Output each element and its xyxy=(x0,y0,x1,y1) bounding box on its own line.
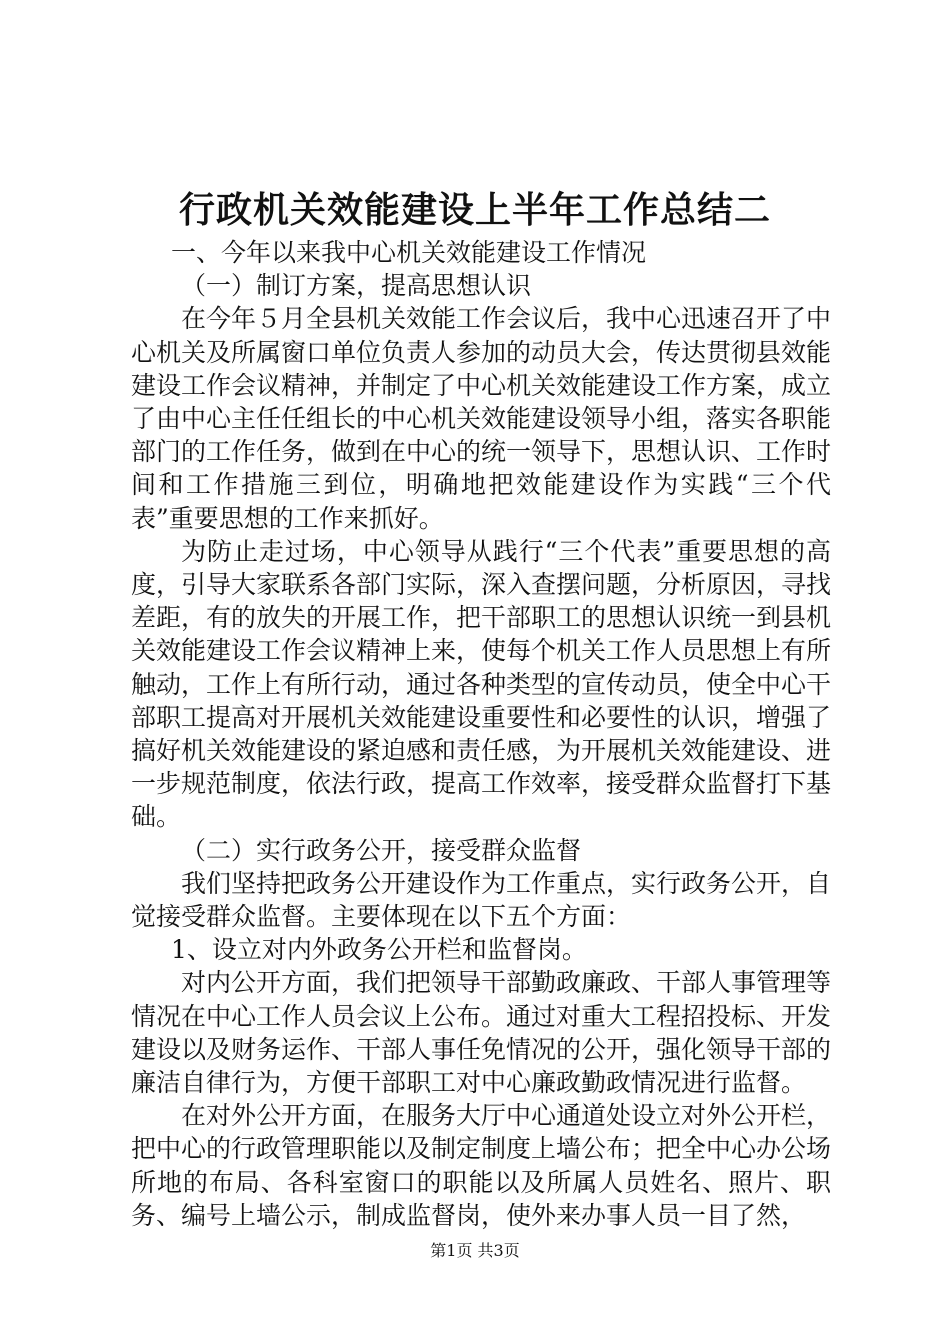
section-heading: 一、今年以来我中心机关效能建设工作情况 xyxy=(171,238,647,267)
body-paragraph: 我们坚持把政务公开建设作为工作重点，实行政务公开，自觉接受群众监督。主要体现在以下五个方面： xyxy=(131,868,832,932)
page-number: 第1页 xyxy=(430,1241,473,1260)
body-paragraph: 在今年５月全县机关效能工作会议后，我中心迅速召开了中心机关及所属窗口单位负责人参加的动员大会，传达贯彻县效能建设工作会议精神，并制定了中心机关效能建设工作方案，成立了由中心主任任组长的中心机关效能建设领导小组，落实各职能部门的工作任务，做到在中心的统一领导下，思想认识、工作时间和工作措施三到位，明确地把效能建设作为实践“三个代表”重要思想的工作来抓好。 xyxy=(131,304,832,533)
list-item-heading: 1、设立对内外政务公开栏和监督岗。 xyxy=(171,935,587,965)
subsection-heading: （一）制订方案，提高思想认识 xyxy=(181,271,532,301)
document-body xyxy=(131,236,831,1232)
page-footer xyxy=(0,1240,950,1262)
page-total: 共3页 xyxy=(477,1241,520,1260)
body-paragraph: 在对外公开方面，在服务大厅中心通道处设立对外公开栏，把中心的行政管理职能以及制定制度上墙公布；把全中心办公场所地的布局、各科室窗口的职能以及所属人员姓名、照片、职务、编号上墙公示，制成监督岗，使外来办事人员一目了然， xyxy=(131,1101,832,1230)
subsection-heading: （二）实行政务公开，接受群众监督 xyxy=(181,835,582,865)
body-paragraph: 对内公开方面，我们把领导干部勤政廉政、干部人事管理等情况在中心工作人员会议上公布。通过对重大工程招投标、开发建设以及财务运作、干部人事任免情况的公开，强化领导干部的廉洁自律行为，方便干部职工对中心廉政勤政情况进行监督。 xyxy=(131,968,832,1098)
body-paragraph: 为防止走过场，中心领导从践行“三个代表”重要思想的高度，引导大家联系各部门实际，深入查摆问题，分析原因，寻找差距，有的放失的开展工作，把干部职工的思想认识统一到县机关效能建设工作会议精神上来，使每个机关工作人员思想上有所触动，工作上有所行动，通过各种类型的宣传动员，使全中心干部职工提高对开展机关效能建设重要性和必要性的认识，增强了搞好机关效能建设的紧迫感和责任感，为开展机关效能建设、进一步规范制度，依法行政，提高工作效率，接受群众监督打下基础。 xyxy=(131,536,832,832)
document-title: 行政机关效能建设上半年工作总结二 xyxy=(178,189,771,231)
